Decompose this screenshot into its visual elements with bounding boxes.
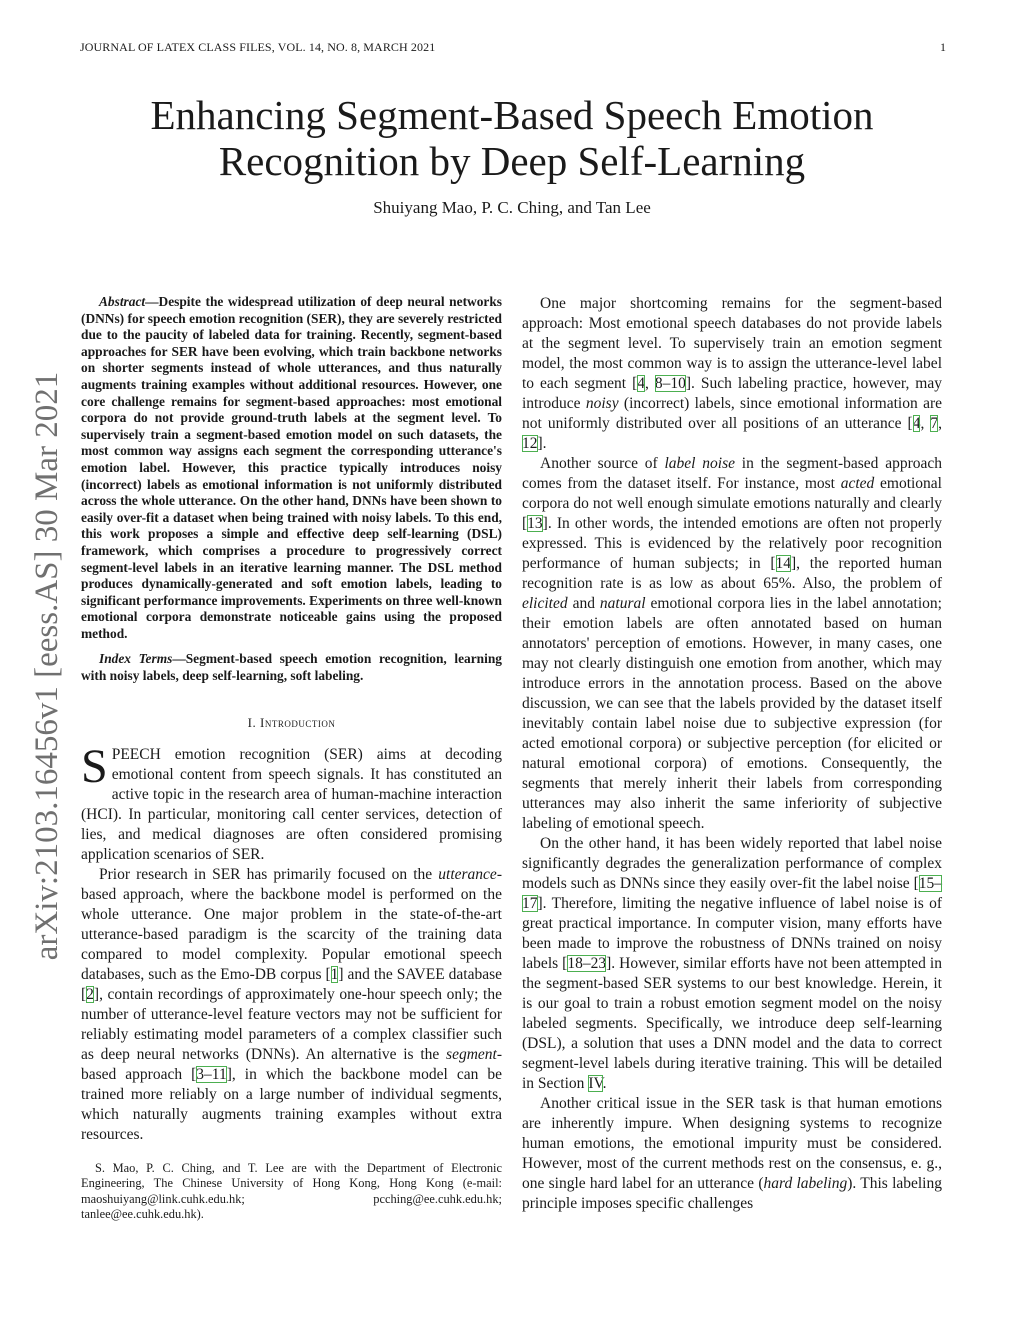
right-paragraph-3 (522, 834, 942, 1094)
citation-link[interactable]: 18–23 (567, 955, 607, 972)
text-run: emotional corpora do not well enough simulate emotions naturally and clearly [ (522, 475, 942, 532)
text-run: -based approach (81, 1045, 502, 1083)
section-heading (81, 715, 502, 731)
right-paragraph-2 (522, 454, 942, 834)
emphasis: natural (599, 595, 646, 612)
citation-link[interactable]: 13 (527, 515, 543, 532)
text-run: emotional corpora lies in the label annotation; their emotion labels are often annotated based on human annotators' perception of emotions. However, in many cases, one may not clearly distinguish one emotion from another, which may introduce errors in the annotation process. Based on the above discussion, we can see that the labels provided by the dataset itself inevitably contain label noise due to subjective expression (for acted emotional corpora) or subjective perception (for elicited or natural emotional corpora) of emotions. Consequently, the segments that merely inherit their labels from corresponding utterances may also inherit the same inferiority of subjective labeling of emotional speech. (522, 595, 942, 832)
intro-paragraph-1 (81, 739, 502, 865)
text-run: Another critical issue in the SER task is that human emotions are inherently impure. When designing systems to recognize human emotions, the emotional impurity must be considered. However, most of the current methods rest on the consensus, e. g., one single hard label for an utterance ( (522, 1095, 942, 1192)
citation-link[interactable]: 2 (86, 985, 94, 1003)
text-run: , (920, 415, 931, 432)
citation-link[interactable]: 15–17 (522, 875, 942, 912)
emphasis: label noise (664, 455, 735, 472)
text-run: (incorrect) labels, since emotional information are not uniformly distributed over all positions of an utterance [ (522, 395, 942, 432)
section-numeral: I. (247, 714, 257, 730)
text-run: and (567, 595, 600, 612)
index-terms (81, 651, 502, 684)
text-run: and the SAVEE database (343, 965, 502, 983)
emphasis: acted (840, 475, 875, 492)
footnote: S. Mao, P. C. Ching, and T. Lee are with the Department of Electronic Engineering, The Chinese University of Hong Kong, Hong Kong (e-mail: maoshuiyang@link.cuhk.edu.hk; pcching@ee.cuhk.edu.hk; tanlee@ee.cuhk.edu.hk). (81, 1160, 502, 1222)
abstract (81, 294, 502, 642)
emphasis: utterance (438, 865, 497, 883)
citation-link[interactable]: 8–10 (654, 375, 686, 392)
text-run: ]. Such labeling practice, however, may introduce (522, 375, 942, 412)
text-run: , in which the backbone model can be trained more reliably on a large number of individual segments, which naturally augments training examples without extra resources. (81, 1065, 502, 1143)
text-run: -based approach, where the backbone model is performed on the whole utterance. One major problem in the state-of-the-art utterance-based paradigm is the scarcity of the training data compared to model complexity. Popular emotional speech databases, such as the Emo-DB corpus (81, 865, 502, 983)
text-run: , (644, 375, 655, 392)
title-line-1: Enhancing Segment-Based Speech Emotion (150, 92, 874, 138)
abstract-label: Abstract (99, 294, 146, 309)
text-run: ], the reported human recognition rate is as low as about 65%. Also, the problem of (522, 555, 942, 592)
text-run: Prior research in SER has primarily focused on the (99, 865, 439, 883)
intro-paragraph-2: Prior research in SER has primarily focused on the utterance-based approach, where the backbone model is performed on the whole utterance. One major problem in the state-of-the-art utterance-based paradigm is the scarcity of the training data compared to model complexity. Popular emotional speech databases, such as the Emo-DB corpus [1] and the SAVEE database [2], contain recordings of approximately one-hour speech only; the number of utterance-level feature vectors may not be sufficient for reliably estimating model parameters of a complex classifier such as deep neural networks (DNNs). An alternative is the segment-based approach [3–11], in which the backbone model can be trained more reliably on a large number of individual segments, which naturally augments training examples without extra resources. (81, 865, 502, 1143)
intro-p1-text: PEECH emotion recognition (SER) aims at decoding emotional content from speech signals. It has constituted an active topic in the research area of human-machine interaction (HCI). In particular, monitoring call center services, detection of lies, and medical diagnoses are often considered promising application scenarios of SER. (81, 745, 502, 863)
abstract-text: —Despite the widespread utilization of deep neural networks (DNNs) for speech emotion recognition (SER), they are severely restricted due to the paucity of labeled data for training. Recently, segment-based approaches for SER have been evolving, which train backbone networks on shorter segments instead of whole utterances, and thus naturally augments training examples without additional resources. However, one core challenge remains for segment-based approaches: most emotional corpora do not provide ground-truth labels at the segment level. To supervisely train a segment-based emotion model on such datasets, the most common way assigns each segment the corresponding utterance's emotion label. However, this practice typically introduces noisy (incorrect) labels as emotional information is not uniformly distributed across the whole utterance. On the other hand, DNNs have been shown to easily over-fit a dataset when being trained with noisy labels. To this end, this work proposes a simple and effective deep self-learning (DSL) framework, which comprises a procedure to progressively correct segment-level labels in an iterative learning manner. The DSL method produces dynamically-generated and soft emotion labels, leading to significant performance improvements. Experiments on three well-known emotional corpora demonstrate noticeable gains using the proposed method. (81, 294, 502, 641)
title-line-2: Recognition by Deep Self-Learning (218, 138, 806, 184)
text-run: ). This labeling principle imposes specific challenges (522, 1175, 942, 1212)
running-header: JOURNAL OF LATEX CLASS FILES, VOL. 14, NO. 8, MARCH 2021 (80, 40, 436, 54)
emphasis: noisy (585, 395, 619, 412)
text-run: Another source of (540, 455, 665, 472)
emphasis: elicited (522, 595, 568, 612)
text-run: ]. In other words, the intended emotions are often not properly expressed. This is evidenced by the relatively poor recognition performance of human subjects; in [ (522, 515, 942, 572)
text-run: in the segment-based approach comes from the dataset itself. For instance, most (522, 455, 943, 492)
text-run: , (938, 415, 942, 432)
citation-link[interactable]: 1 (330, 965, 339, 983)
page-number: 1 (940, 40, 946, 54)
section-link[interactable]: IV (588, 1075, 603, 1092)
citation-link[interactable]: 12 (522, 435, 538, 452)
index-terms-text: —Segment-based speech emotion recognition, learning with noisy labels, deep self-learning, soft labeling. (81, 651, 502, 684)
right-column (522, 294, 942, 1214)
right-paragraph-4 (522, 1094, 942, 1214)
author-list: Shuiyang Mao, P. C. Ching, and Tan Lee (373, 198, 651, 217)
text-run: ]. However, similar efforts have not been attempted in the segment-based SER systems to our best knowledge. Herein, it is our goal to train a robust emotion segment model on the noisy labeled segments. Specifically, we introduce deep self-learning (DSL), a solution that uses a DNN model and the data to correct segment-level labels during iterative training. This will be detailed in Section (522, 955, 942, 1092)
right-paragraph-1 (522, 294, 942, 454)
citation-link[interactable]: 4 (912, 415, 921, 432)
left-column (81, 294, 502, 1235)
citation-link[interactable]: 7 (930, 415, 939, 432)
text-run: ]. (537, 435, 547, 452)
text-run: . (602, 1075, 607, 1092)
text-run: On the other hand, it has been widely reported that label noise significantly degrades the generalization performance of complex models such as DNNs since they easily over-fit the label noise [ (522, 835, 942, 892)
index-terms-label: Index Terms (99, 651, 173, 667)
emphasis: hard labeling (763, 1175, 848, 1192)
drop-cap: S (81, 739, 108, 793)
paper-title (80, 92, 944, 184)
text-run: ]. Therefore, limiting the negative influence of label noise is of great practical importance. In computer vision, many efforts have been made to improve the robustness of DNNs trained on noisy labels [ (522, 895, 942, 972)
citation-link[interactable]: 4 (637, 375, 645, 392)
section-title: Introduction (260, 714, 336, 730)
emphasis: segment (446, 1045, 497, 1063)
citation-link[interactable]: 3–11 (196, 1065, 227, 1083)
text-run: , contain recordings of approximately one-hour speech only; the number of utterance-level feature vectors may not be sufficient for reliably estimating model parameters of a complex classifier such as deep neural networks (DNNs). An alternative is the (81, 985, 502, 1063)
citation-link[interactable]: 14 (775, 555, 792, 572)
text-run: One major shortcoming remains for the segment-based approach: Most emotional speech databases do not provide labels at the segment level. To supervisely train an emotion segment model, the most common way is to assign the utterance-level label to each segment [ (522, 295, 942, 392)
arxiv-stamp: arXiv:2103.16456v1 [eess.AS] 30 Mar 2021 (29, 371, 65, 961)
